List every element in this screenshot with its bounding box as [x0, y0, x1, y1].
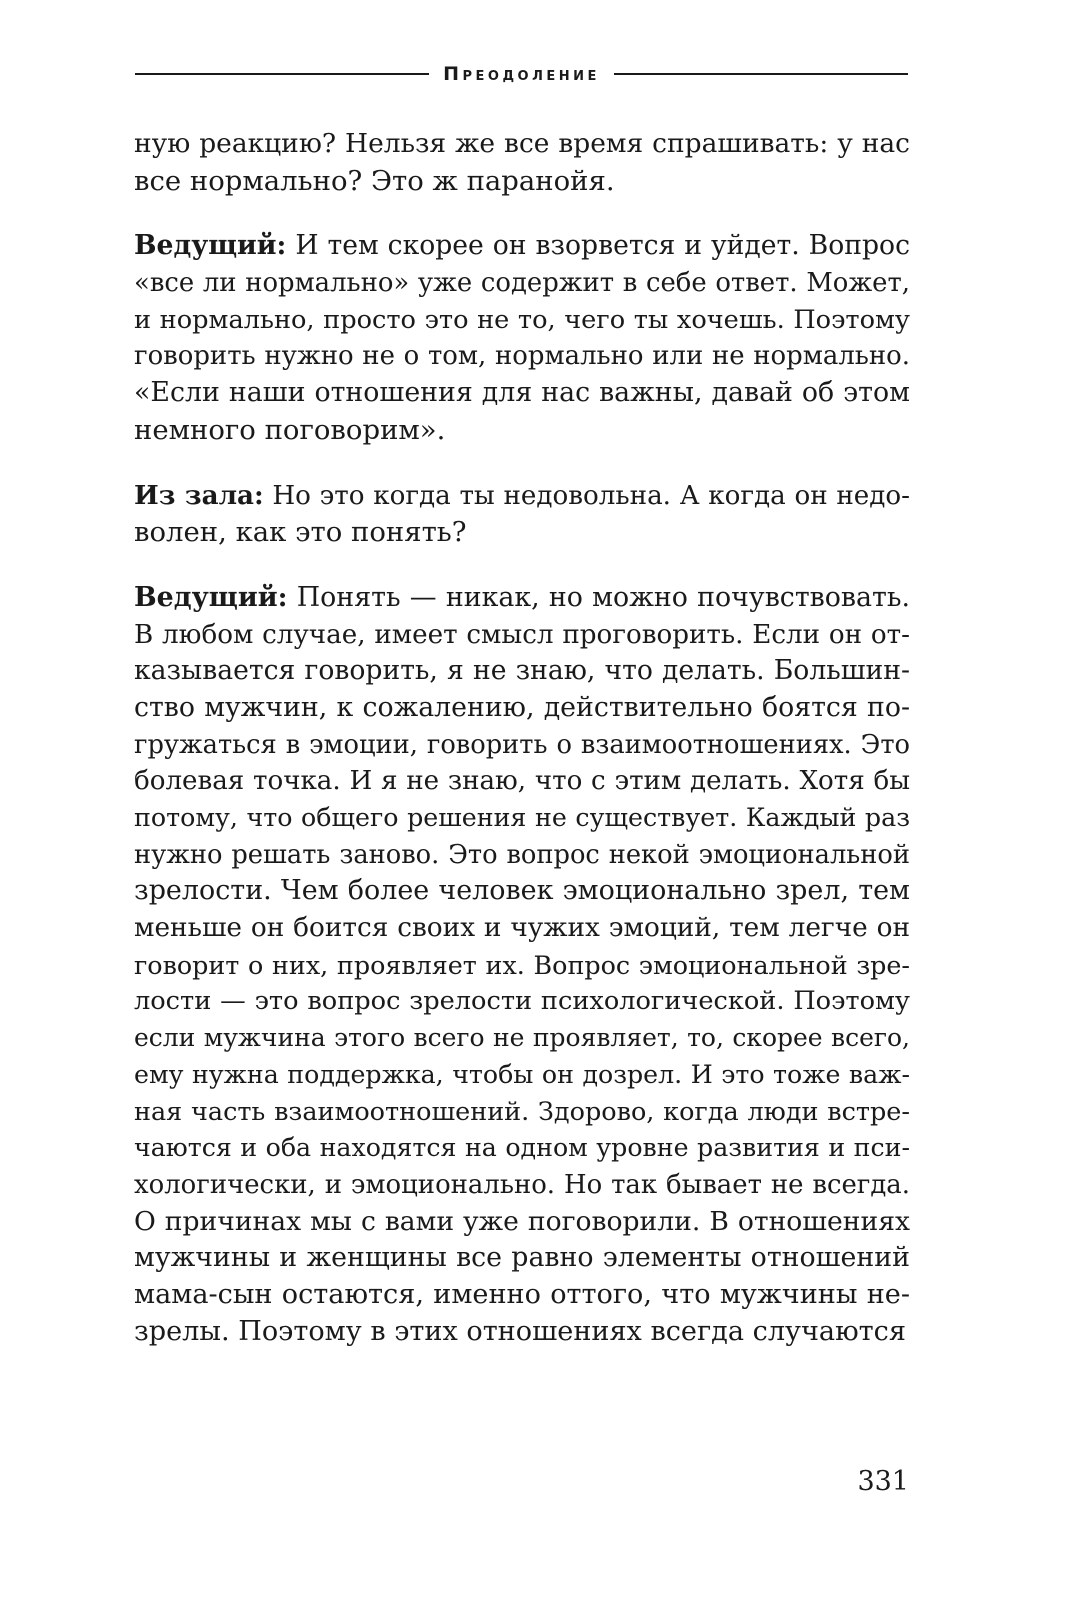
paragraph: [134, 478, 910, 551]
text-line: [134, 727, 910, 764]
body-text: [134, 126, 910, 1379]
text-line: [134, 375, 910, 412]
text-line: [134, 126, 910, 163]
text-line: [134, 1314, 910, 1351]
line-text: зрелы. Поэтому в этих отношениях всегда случаются: [134, 1315, 906, 1347]
text-line: [134, 983, 910, 1020]
line-text: «все ли нормально» уже содержит в себе ответ. Может,: [134, 268, 910, 299]
text-line: [134, 1094, 910, 1131]
line-text: В любом случае, имеет смысл проговорить. Если он от-: [134, 619, 910, 650]
text-line: [134, 1240, 910, 1277]
line-text: ную реакцию? Нельзя же все время спрашивать: у нас: [134, 128, 910, 159]
line-text: мужчины и женщины все равно элементы отношений: [134, 1242, 910, 1274]
running-header-title: Преодоление: [443, 63, 600, 85]
text-line: [134, 873, 910, 910]
line-text: меньше он боится своих и чужих эмоций, тем легче он: [134, 913, 910, 944]
line-text: О причинах мы с вами уже поговорили. В отношениях: [134, 1205, 910, 1237]
text-line: [134, 800, 910, 837]
line-text: гружаться в эмоции, говорить о взаимоотношениях. Это: [134, 729, 910, 760]
text-line: [134, 412, 910, 449]
line-text: ная часть взаимоотношений. Здорово, когда люди встре-: [134, 1096, 910, 1127]
line-text: мама-сын остаются, именно оттого, что мужчины не-: [134, 1278, 910, 1310]
line-text: Понять — никак, но можно почувствовать.: [287, 581, 910, 613]
line-text: и нормально, просто это не то, чего ты хочешь. Поэтому: [134, 304, 910, 335]
page-number: 331: [857, 1466, 909, 1497]
header-rule-left: [135, 73, 429, 75]
line-text: лости — это вопрос зрелости психологической. Поэтому: [134, 986, 910, 1017]
line-text: если мужчина этого всего не проявляет, то, скорее всего,: [134, 1023, 910, 1053]
text-line: [134, 653, 910, 690]
line-text: казывается говорить, я не знаю, что делать. Большин-: [134, 655, 910, 687]
line-text: И тем скорее он взорвется и уйдет. Вопрос: [286, 230, 910, 262]
text-line: [134, 1167, 910, 1204]
text-line: [134, 1130, 910, 1167]
speaker-label: Ведущий:: [134, 230, 287, 262]
running-header: [135, 58, 908, 90]
paragraph: [134, 228, 910, 448]
line-text: волен, как это понять?: [134, 516, 467, 549]
line-text: говорить нужно не о том, нормально или не нормально.: [134, 341, 910, 372]
line-text: нужно решать заново. Это вопрос некой эмоциональной: [134, 839, 910, 870]
text-line: [134, 580, 910, 617]
line-text: хологически, и эмоционально. Но так бывает не всегда.: [134, 1169, 910, 1200]
paragraph: [134, 580, 910, 1350]
text-line: [134, 478, 910, 515]
text-line: [134, 1020, 910, 1057]
line-text: потому, что общего решения не существует. Каждый раз: [134, 803, 910, 832]
text-line: [134, 690, 910, 727]
text-line: [134, 617, 910, 654]
text-line: [134, 514, 910, 551]
text-line: [134, 1277, 910, 1314]
line-text: Но это когда ты недовольна. А когда он недо-: [263, 480, 910, 511]
speaker-label: Из зала:: [134, 479, 264, 511]
line-text: ему нужна поддержка, чтобы он дозрел. И это тоже важ-: [134, 1059, 910, 1089]
text-line: [134, 228, 910, 265]
text-line: [134, 910, 910, 947]
text-line: [134, 837, 910, 874]
header-rule-right: [614, 73, 908, 75]
text-line: [134, 947, 910, 984]
line-text: «Если наши отношения для нас важны, давай об этом: [134, 377, 910, 409]
speaker-label: Ведущий:: [134, 581, 288, 613]
text-line: [134, 1204, 910, 1241]
text-line: [134, 302, 910, 339]
line-text: немного поговорим».: [134, 413, 446, 446]
text-line: [134, 1057, 910, 1094]
line-text: ство мужчин, к сожалению, действительно боятся по-: [134, 691, 910, 723]
text-line: [134, 163, 910, 200]
line-text: зрелости. Чем более человек эмоционально зрел, тем: [134, 875, 910, 907]
line-text: все нормально? Это ж паранойя.: [134, 164, 615, 197]
line-text: чаются и оба находятся на одном уровне развития и пси-: [134, 1133, 910, 1163]
text-line: [134, 338, 910, 375]
text-line: [134, 265, 910, 302]
paragraph: [134, 126, 910, 199]
text-line: [134, 763, 910, 800]
line-text: говорит о них, проявляет их. Вопрос эмоциональной зре-: [134, 949, 910, 980]
line-text: болевая точка. И я не знаю, что с этим делать. Хотя бы: [134, 766, 910, 797]
